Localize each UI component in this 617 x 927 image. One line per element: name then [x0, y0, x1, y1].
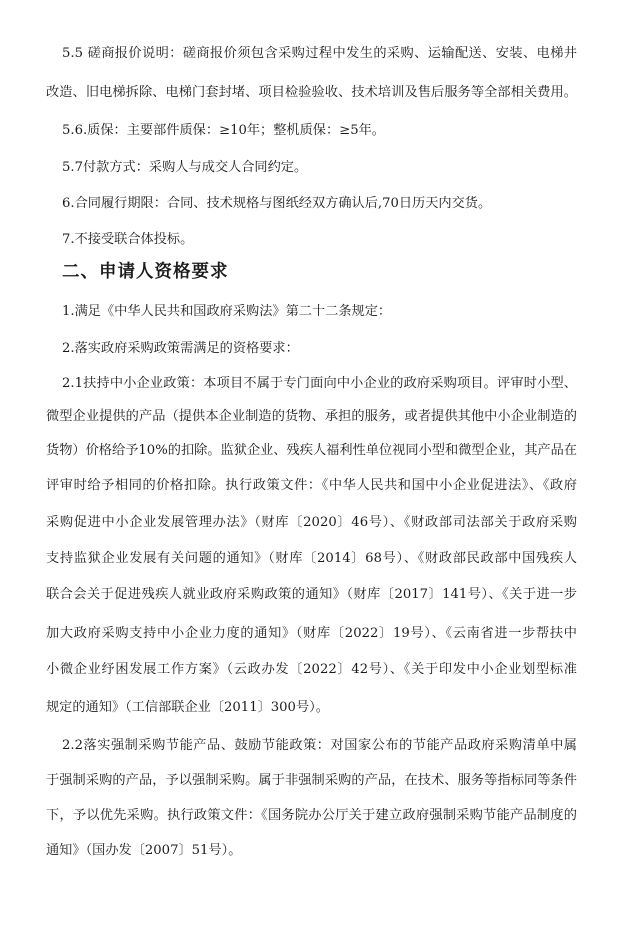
req-2-1-line-2: 微型企业提供的产品（提供本企业制造的货物、承担的服务，或者提供其他中小企业制造的: [46, 409, 577, 424]
req-2-1-line-10: 规定的通知》（工信部联企业〔2011〕300号）。: [46, 700, 329, 715]
item-5-7: 5.7付款方式：采购人与成交人合同约定。: [62, 160, 308, 175]
req-2-1-line-7: 联合会关于促进残疾人就业政府采购政策的通知》（财库〔2017〕141号）、《关于进一步: [46, 587, 577, 602]
item-7: 7.不接受联合体投标。: [62, 232, 194, 247]
section-heading: 二、申请人资格要求: [62, 262, 229, 282]
req-2-2-line-3: 下，予以优先采购。执行政策文件：《国务院办公厅关于建立政府强制采购节能产品制度的: [46, 808, 577, 823]
requirement-1: 1.满足《中华人民共和国政府采购法》第二十二条规定：: [62, 304, 392, 319]
item-5-6: 5.6.质保：主要部件质保：≥10年；整机质保：≥5年。: [62, 123, 385, 138]
item-5-5-line-1: 5.5 磋商报价说明：磋商报价须包含采购过程中发生的采购、运输配送、安装、电梯井: [62, 46, 577, 61]
req-2-1-line-8: 加大政府采购支持中小企业力度的通知》（财库〔2022〕19号）、《云南省进一步帮扶中: [46, 626, 577, 641]
req-2-2-line-2: 于强制采购的产品，予以强制采购。属于非强制采购的产品，在技术、服务等指标同等条件: [46, 773, 577, 788]
req-2-1-line-4: 评审时给予相同的价格扣除。执行政策文件：《中华人民共和国中小企业促进法》、《政府: [46, 478, 577, 493]
item-5-5-line-2: 改造、旧电梯拆除、电梯门套封堵、项目检验验收、技术培训及售后服务等全部相关费用。: [46, 85, 577, 100]
req-2-1-line-6: 支持监狱企业发展有关问题的通知》（财库〔2014〕68号）、《财政部民政部中国残疾人: [46, 551, 577, 566]
req-2-1-line-9: 小微企业纾困发展工作方案》（云政办发〔2022〕42号）、《关于印发中小企业划型标准: [46, 662, 577, 677]
req-2-2-line-1: 2.2落实强制采购节能产品、鼓励节能政策：对国家公布的节能产品政府采购清单中属: [62, 738, 577, 753]
item-6: 6.合同履行期限：合同、技术规格与图纸经双方确认后,70日历天内交货。: [62, 196, 492, 211]
req-2-1-line-5: 采购促进中小企业发展管理办法》（财库〔2020〕46号）、《财政部司法部关于政府采购: [46, 515, 577, 530]
requirement-2: 2.落实政府采购政策需满足的资格要求：: [62, 341, 299, 356]
req-2-1-line-3: 货物）价格给予10%的扣除。监狱企业、残疾人福利性单位视同小型和微型企业，其产品在: [46, 443, 577, 458]
req-2-1-line-1: 2.1扶持中小企业政策：本项目不属于专门面向中小企业的政府采购项目。评审时小型、: [62, 376, 577, 391]
req-2-2-line-4: 通知》（国办发〔2007〕51号）。: [46, 843, 242, 858]
